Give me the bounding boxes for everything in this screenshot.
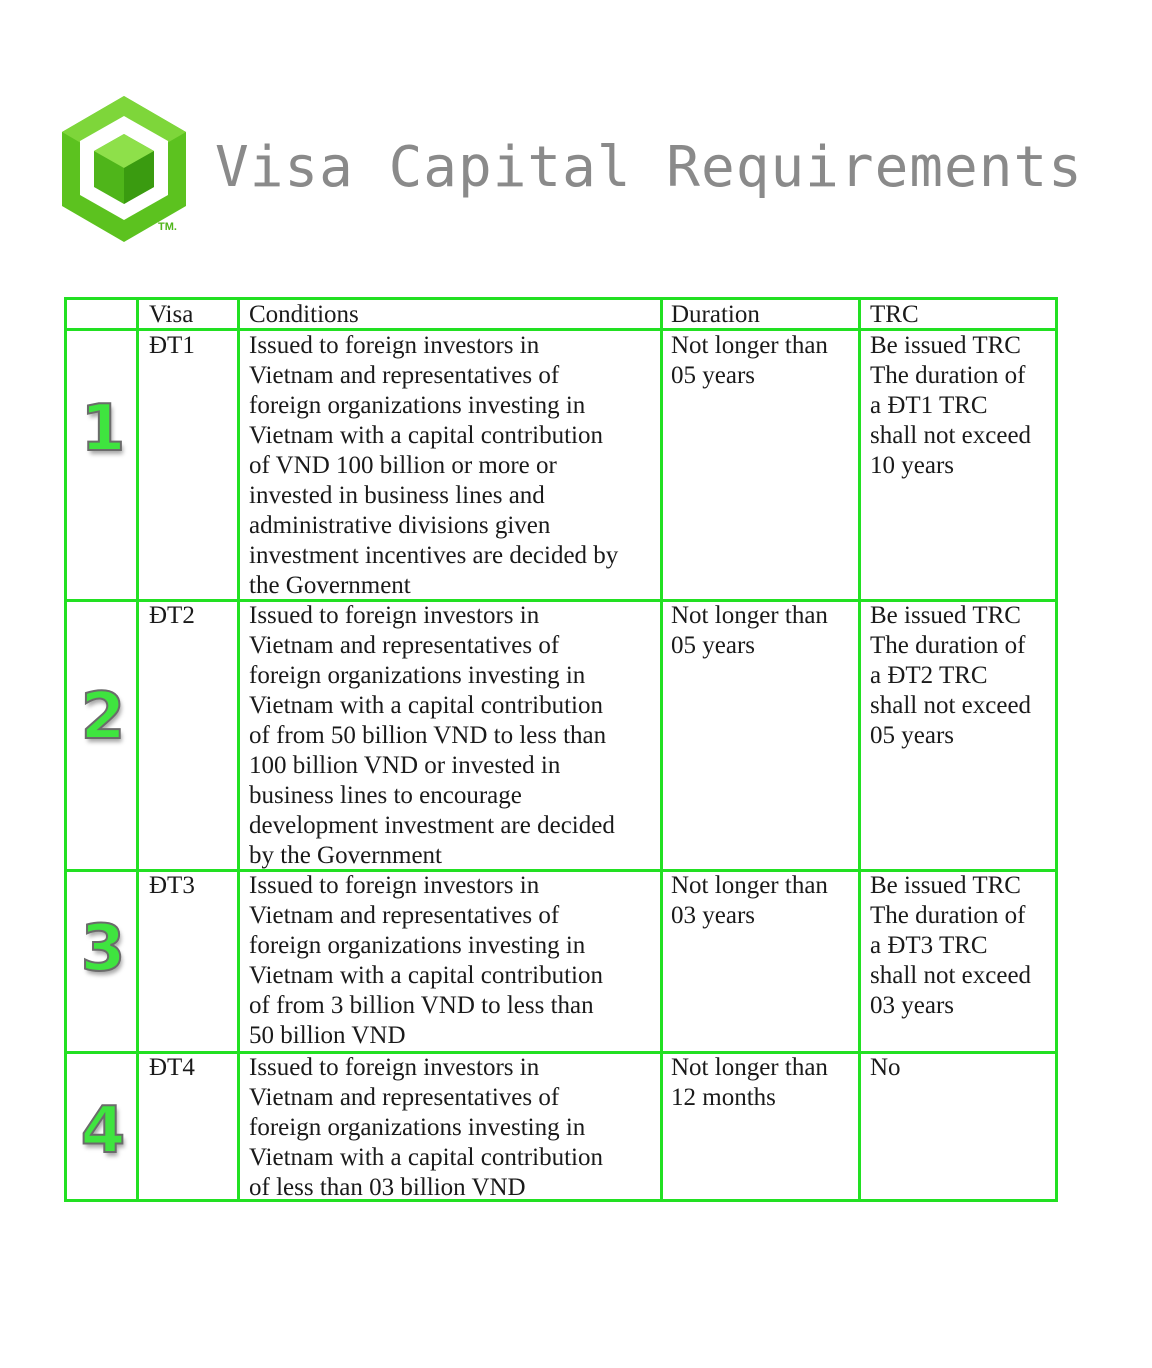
trademark-label: TM. [158,221,177,233]
trc-text: Be issued TRC The duration of a ĐT3 TRC shall not exceed 03 years [870,872,1032,1019]
conditions-text: Issued to foreign investors in Vietnam and representatives of foreign organizations investing in Vietnam with a capital contribution of VND 100 billion or more or invested in business lines and administrative divisions given investment incentives are decided by the Government [249,332,619,599]
row-number: 2 [80,680,126,754]
header-conditions: Conditions [249,301,359,328]
visa-code: ĐT2 [149,602,195,629]
row-number: 3 [80,912,126,986]
header-trc: TRC [870,301,919,328]
page-title: Visa Capital Requirements [215,135,1083,200]
visa-code: ĐT1 [149,332,195,359]
duration-text: Not longer than 05 years [671,332,828,389]
trc-text: Be issued TRC The duration of a ĐT2 TRC shall not exceed 05 years [870,602,1032,749]
grid-line [858,297,861,1202]
row-number: 1 [80,392,126,466]
header-duration: Duration [671,301,760,328]
row-number: 4 [80,1094,126,1168]
visa-code: ĐT4 [149,1054,195,1081]
conditions-text: Issued to foreign investors in Vietnam and representatives of foreign organizations investing in Vietnam with a capital contribution of less than 03 billion VND [249,1054,603,1201]
conditions-text: Issued to foreign investors in Vietnam and representatives of foreign organizations investing in Vietnam with a capital contribution of from 3 billion VND to less than 50 billion VND [249,872,603,1049]
grid-line [660,297,663,1202]
grid-line [237,297,240,1202]
duration-text: Not longer than 05 years [671,602,828,659]
conditions-text: Issued to foreign investors in Vietnam and representatives of foreign organizations investing in Vietnam with a capital contribution of from 50 billion VND to less than 100 billion VND or invested in business lines to encourage development investment are decided by the Government [249,602,615,869]
trc-text: Be issued TRC The duration of a ĐT1 TRC shall not exceed 10 years [870,332,1032,479]
visa-code: ĐT3 [149,872,195,899]
green-hexagon-cube-logo [58,94,190,244]
trc-text: No [870,1054,901,1081]
visa-table [64,297,1058,1202]
header-visa: Visa [149,301,194,328]
duration-text: Not longer than 03 years [671,872,828,929]
duration-text: Not longer than 12 months [671,1054,828,1111]
